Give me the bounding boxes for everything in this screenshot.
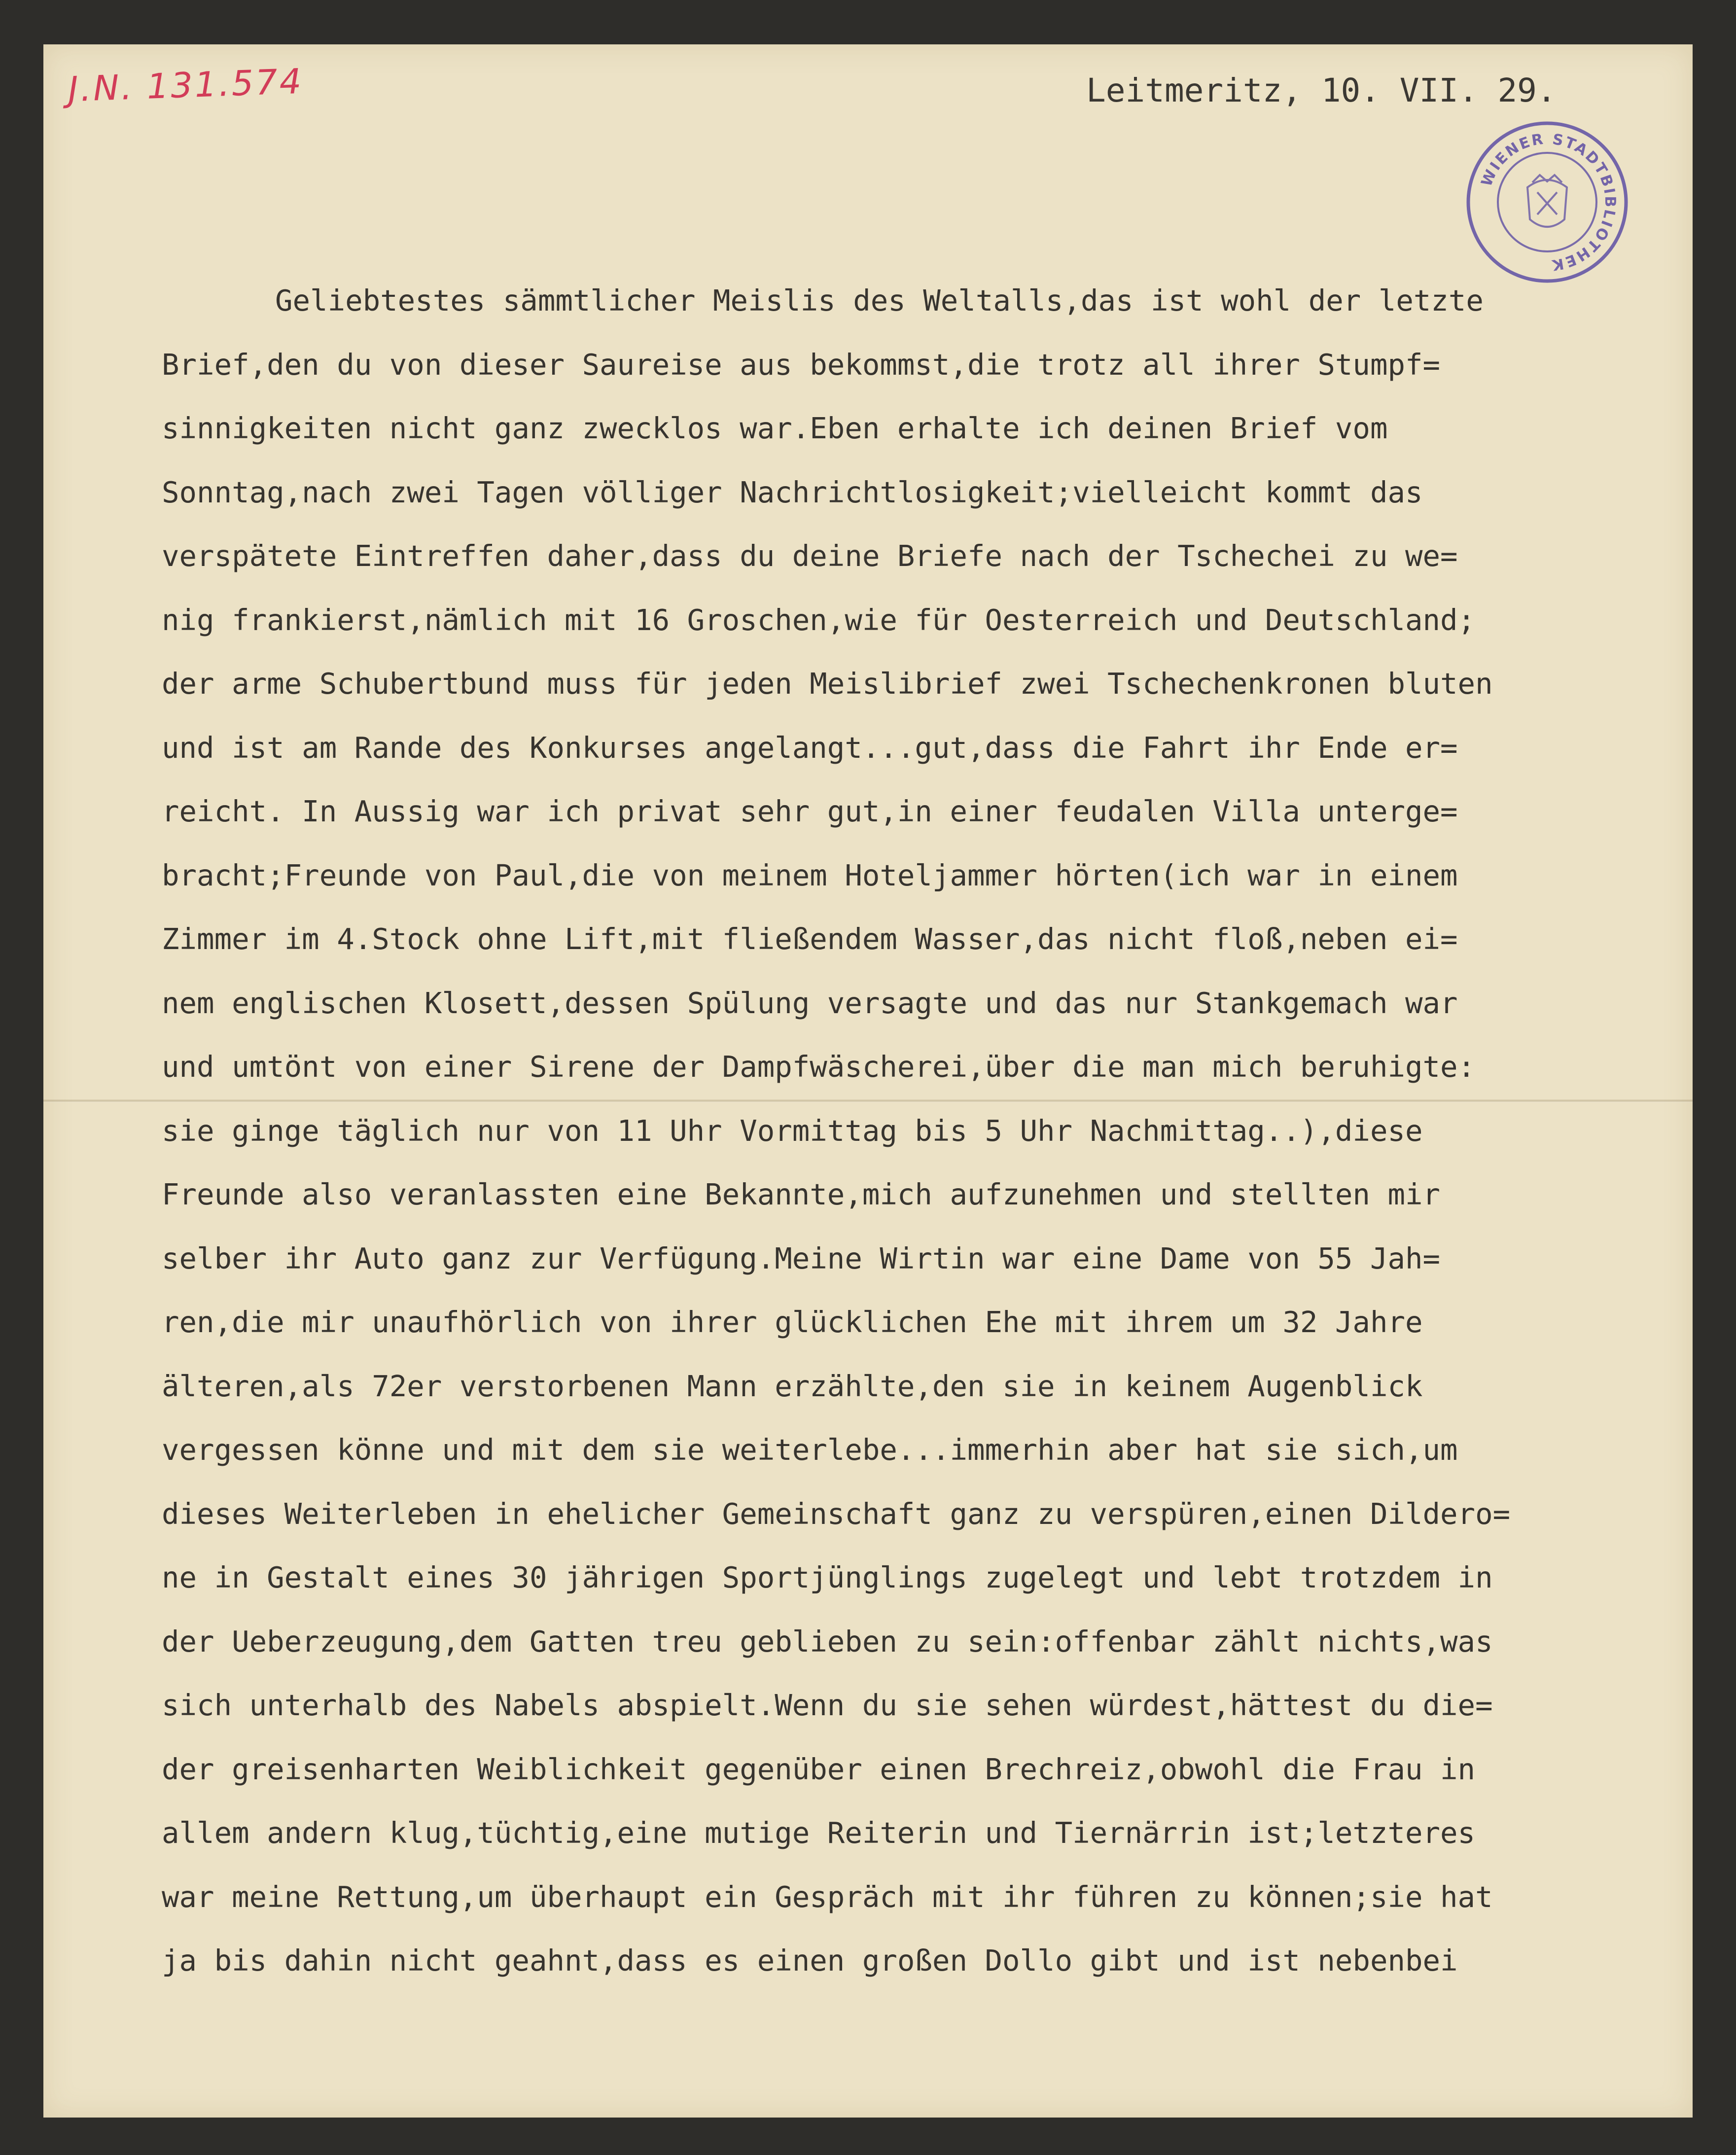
letter-body xyxy=(162,269,1665,1993)
letter-line: der greisenharten Weiblichkeit gegenüber einen Brechreiz,obwohl die Frau in xyxy=(162,1752,1476,1786)
letter-line: dieses Weiterleben in ehelicher Gemeinschaft ganz zu verspüren,einen Dildero= xyxy=(162,1496,1511,1531)
letter-line: der arme Schubertbund muss für jeden Meislibrief zwei Tschechenkronen bluten xyxy=(162,667,1493,701)
letter-line: und umtönt von einer Sirene der Dampfwäscherei,über die man mich beruhigte: xyxy=(162,1050,1476,1084)
stamp-text: WIENER STADTBIBLIOTHEK xyxy=(1478,130,1619,274)
letter-page xyxy=(43,44,1693,2118)
letter-line: vergessen könne und mit dem sie weiterlebe...immerhin aber hat sie sich,um xyxy=(162,1433,1458,1467)
letter-line: sie ginge täglich nur von 11 Uhr Vormittag bis 5 Uhr Nachmittag..),diese xyxy=(162,1113,1423,1148)
letter-line: Freunde also veranlassten eine Bekannte,mich aufzunehmen und stellten mir xyxy=(162,1177,1441,1211)
letter-line: selber ihr Auto ganz zur Verfügung.Meine Wirtin war eine Dame von 55 Jah= xyxy=(162,1241,1441,1275)
letter-line: älteren,als 72er verstorbenen Mann erzählte,den sie in keinem Augenblick xyxy=(162,1369,1423,1403)
archive-number: J.N. 131.574 xyxy=(67,61,304,110)
letter-line: bracht;Freunde von Paul,die von meinem Hoteljammer hörten(ich war in einem xyxy=(162,858,1458,892)
letter-line: Geliebtestes sämmtlicher Meislis des Weltalls,das ist wohl der letzte xyxy=(275,283,1484,318)
letter-line: verspätete Eintreffen daher,dass du deine Briefe nach der Tschechei zu we= xyxy=(162,539,1458,573)
letter-line: Sonntag,nach zwei Tagen völliger Nachrichtlosigkeit;vielleicht kommt das xyxy=(162,475,1423,509)
letter-line: Brief,den du von dieser Saureise aus bekommst,die trotz all ihrer Stumpf= xyxy=(162,347,1441,382)
letter-line: reicht. In Aussig war ich privat sehr gut,in einer feudalen Villa unterge= xyxy=(162,794,1458,828)
letter-line: nig frankierst,nämlich mit 16 Groschen,wie für Oesterreich und Deutschland; xyxy=(162,602,1476,637)
letter-line: Zimmer im 4.Stock ohne Lift,mit fließendem Wasser,das nicht floß,neben ei= xyxy=(162,922,1458,956)
letter-line: allem andern klug,tüchtig,eine mutige Reiterin und Tiernärrin ist;letzteres xyxy=(162,1816,1476,1850)
letter-line: ren,die mir unaufhörlich von ihrer glücklichen Ehe mit ihrem um 32 Jahre xyxy=(162,1305,1423,1339)
library-stamp-icon xyxy=(1463,118,1631,286)
letter-line: und ist am Rande des Konkurses angelangt...gut,dass die Fahrt ihr Ende er= xyxy=(162,730,1458,765)
letter-line: sinnigkeiten nicht ganz zwecklos war.Eben erhalte ich deinen Brief vom xyxy=(162,411,1388,445)
letter-line: nem englischen Klosett,dessen Spülung versagte und das nur Stankgemach war xyxy=(162,986,1458,1020)
letter-line: ne in Gestalt eines 30 jährigen Sportjünglings zugelegt und lebt trotzdem in xyxy=(162,1560,1493,1594)
letter-line: der Ueberzeugung,dem Gatten treu geblieben zu sein:offenbar zählt nichts,was xyxy=(162,1624,1493,1659)
letter-line: ja bis dahin nicht geahnt,dass es einen großen Dollo gibt und ist nebenbei xyxy=(162,1943,1458,1978)
letter-line: war meine Rettung,um überhaupt ein Gespräch mit ihr führen zu können;sie hat xyxy=(162,1879,1493,1914)
letter-line: sich unterhalb des Nabels abspielt.Wenn du sie sehen würdest,hättest du die= xyxy=(162,1688,1493,1722)
dateline: Leitmeritz, 10. VII. 29. xyxy=(1086,71,1557,109)
